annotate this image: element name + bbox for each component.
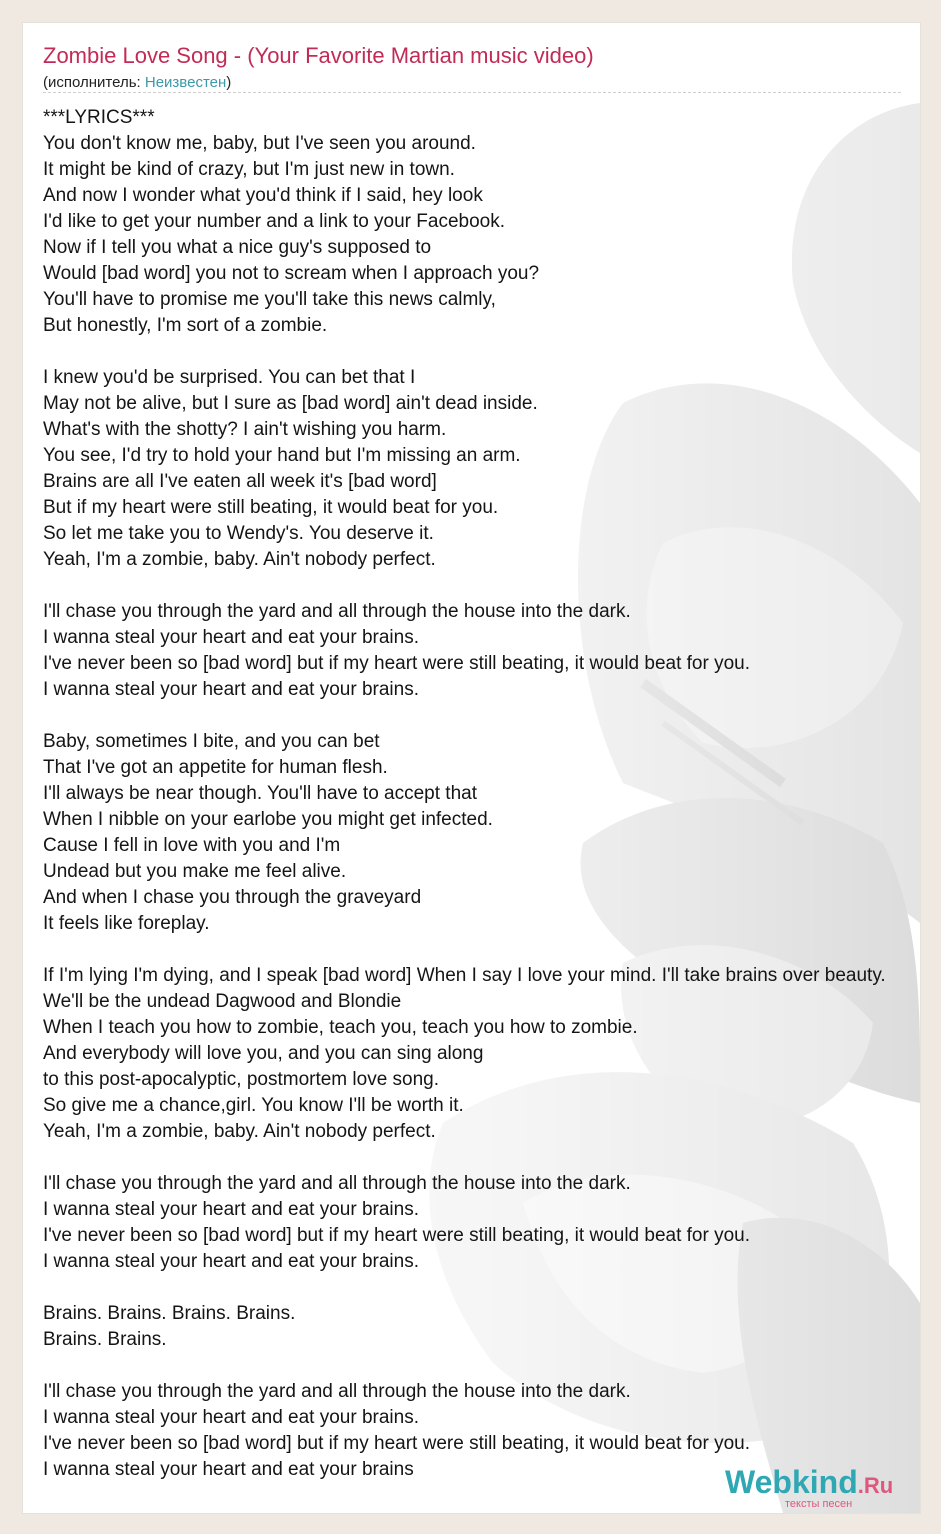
lyric-line: So let me take you to Wendy's. You deserve it. bbox=[43, 523, 434, 544]
lyric-line: Undead but you make me feel alive. bbox=[43, 861, 347, 882]
page-frame bbox=[22, 22, 921, 1514]
lyric-line: Cause I fell in love with you and I'm bbox=[43, 835, 341, 856]
lyric-line: ***LYRICS*** bbox=[43, 107, 155, 128]
lyric-line: I wanna steal your heart and eat your brains. bbox=[43, 679, 420, 700]
artist-line bbox=[43, 74, 231, 91]
lyric-line: I wanna steal your heart and eat your brains. bbox=[43, 627, 420, 648]
lyric-line: What's with the shotty? I ain't wishing you harm. bbox=[43, 419, 447, 440]
lyric-line: I wanna steal your heart and eat your brains. bbox=[43, 1251, 420, 1272]
artist-link[interactable]: Неизвестен bbox=[144, 74, 227, 91]
lyric-line: I wanna steal your heart and eat your brains bbox=[43, 1459, 414, 1480]
lyric-line: But if my heart were still beating, it would beat for you. bbox=[43, 497, 499, 518]
lyric-line: Brains. Brains. bbox=[43, 1329, 167, 1350]
lyric-line: I've never been so [bad word] but if my heart were still beating, it would beat for you. bbox=[43, 1225, 751, 1246]
lyric-line: You don't know me, baby, but I've seen you around. bbox=[43, 133, 476, 154]
lyric-line: I'll always be near though. You'll have to accept that bbox=[43, 783, 477, 804]
lyric-line: I'll chase you through the yard and all through the house into the dark. bbox=[43, 1381, 631, 1402]
lyric-line: Now if I tell you what a nice guy's supposed to bbox=[43, 237, 432, 258]
lyric-line: I've never been so [bad word] but if my heart were still beating, it would beat for you. bbox=[43, 653, 751, 674]
lyric-line: May not be alive, but I sure as [bad word] ain't dead inside. bbox=[43, 393, 538, 414]
lyric-line: Brains are all I've eaten all week it's [bad word] bbox=[43, 471, 437, 492]
lyric-line: If I'm lying I'm dying, and I speak [bad word] When I say I love your mind. I'll take brains over beauty. bbox=[43, 965, 886, 986]
logo-tagline: тексты песен bbox=[785, 1498, 853, 1510]
lyric-line: Would [bad word] you not to scream when I approach you? bbox=[43, 263, 540, 284]
artist-suffix: ) bbox=[226, 74, 232, 91]
artist-prefix: (исполнитель: bbox=[43, 74, 145, 91]
logo-suffix: .Ru bbox=[857, 1473, 894, 1498]
lyrics-block bbox=[43, 105, 921, 1483]
lyric-line: So give me a chance,girl. You know I'll be worth it. bbox=[43, 1095, 464, 1116]
lyric-line: I'll chase you through the yard and all through the house into the dark. bbox=[43, 601, 631, 622]
lyric-line: Baby, sometimes I bite, and you can bet bbox=[43, 731, 380, 752]
lyric-line: I knew you'd be surprised. You can bet that I bbox=[43, 367, 416, 388]
lyric-line: When I nibble on your earlobe you might get infected. bbox=[43, 809, 493, 830]
lyric-line: But honestly, I'm sort of a zombie. bbox=[43, 315, 328, 336]
lyric-line: You see, I'd try to hold your hand but I'm missing an arm. bbox=[43, 445, 521, 466]
lyric-line: When I teach you how to zombie, teach you, teach you how to zombie. bbox=[43, 1017, 638, 1038]
lyric-line bbox=[43, 573, 921, 599]
page-title: Zombie Love Song - (Your Favorite Martian music video) bbox=[43, 43, 594, 68]
lyric-line: I wanna steal your heart and eat your brains. bbox=[43, 1407, 420, 1428]
lyric-line: It might be kind of crazy, but I'm just new in town. bbox=[43, 159, 455, 180]
lyric-line: That I've got an appetite for human flesh. bbox=[43, 757, 388, 778]
lyric-line bbox=[43, 937, 921, 963]
site-logo[interactable] bbox=[725, 1465, 921, 1509]
lyric-line: And now I wonder what you'd think if I said, hey look bbox=[43, 185, 483, 206]
lyric-line: I've never been so [bad word] but if my heart were still beating, it would beat for you. bbox=[43, 1433, 751, 1454]
title-divider bbox=[43, 92, 901, 93]
logo-main-text: Webkind bbox=[725, 1464, 858, 1500]
lyric-line: It feels like foreplay. bbox=[43, 913, 210, 934]
lyric-line: Yeah, I'm a zombie, baby. Ain't nobody perfect. bbox=[43, 549, 436, 570]
lyric-line bbox=[43, 703, 921, 729]
lyric-line: I wanna steal your heart and eat your brains. bbox=[43, 1199, 420, 1220]
lyric-line: to this post-apocalyptic, postmortem love song. bbox=[43, 1069, 440, 1090]
lyric-line: And when I chase you through the graveyard bbox=[43, 887, 422, 908]
lyric-line: And everybody will love you, and you can sing along bbox=[43, 1043, 484, 1064]
lyric-line bbox=[43, 1275, 921, 1301]
lyric-line: Brains. Brains. Brains. Brains. bbox=[43, 1303, 296, 1324]
lyric-line: You'll have to promise me you'll take this news calmly, bbox=[43, 289, 496, 310]
lyric-line: We'll be the undead Dagwood and Blondie bbox=[43, 991, 402, 1012]
lyric-line bbox=[43, 339, 921, 365]
lyric-line: Yeah, I'm a zombie, baby. Ain't nobody perfect. bbox=[43, 1121, 436, 1142]
lyric-line: I'd like to get your number and a link to your Facebook. bbox=[43, 211, 505, 232]
lyric-line bbox=[43, 1353, 921, 1379]
lyric-line: I'll chase you through the yard and all through the house into the dark. bbox=[43, 1173, 631, 1194]
lyric-line bbox=[43, 1145, 921, 1171]
